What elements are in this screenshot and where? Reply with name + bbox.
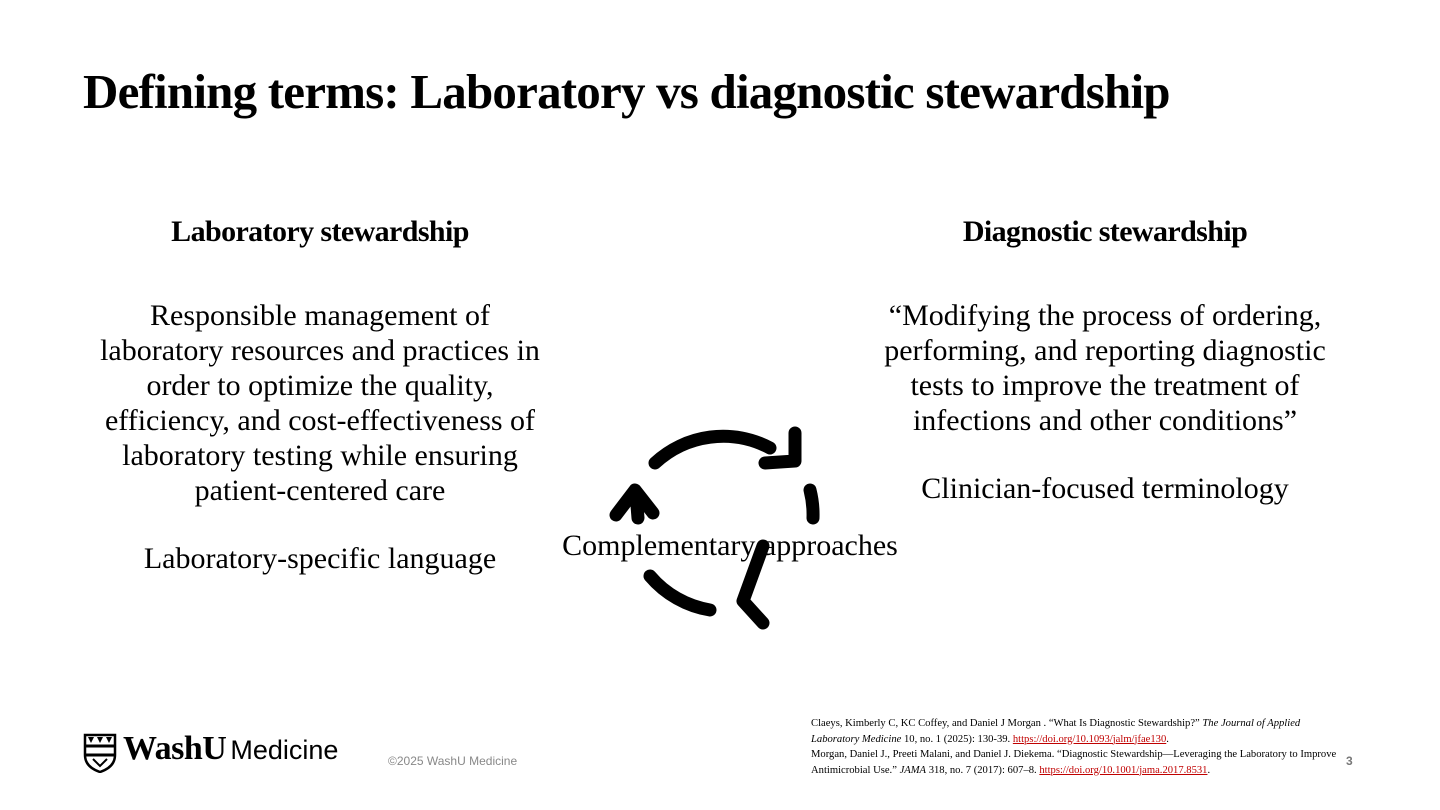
slide-title: Defining terms: Laboratory vs diagnostic stewardship: [83, 64, 1170, 119]
definition-line: laboratory resources and practices in: [100, 334, 540, 367]
definition-line: “Modifying the process of ordering,: [888, 299, 1322, 332]
arrow-bottom-arc: [650, 576, 710, 610]
diagnostic-stewardship-definition: [850, 298, 1360, 438]
shield-crest-icon: [83, 733, 117, 773]
clinician-terminology-note: Clinician-focused terminology: [921, 472, 1289, 505]
journal-title: The Journal of Applied Laboratory Medicine: [811, 718, 1301, 745]
doi-link[interactable]: https://doi.org/10.1001/jama.2017.8531: [1039, 764, 1208, 776]
definition-line: order to optimize the quality,: [146, 369, 494, 402]
logo-wordmark: WashU: [123, 730, 227, 767]
reference-item: Morgan, Daniel J., Preeti Malani, and Daniel J. Diekema. “Diagnostic Stewardship—Leveraging the Laboratory to Improve Antimicrobial Use.” JAMA 318, no. 7 (2017): 607–8. https://doi.org/10.1001/jama.2017.8531.: [811, 749, 1337, 776]
definition-line: tests to improve the treatment of: [910, 369, 1300, 402]
definition-line: laboratory testing while ensuring: [122, 439, 518, 472]
laboratory-stewardship-heading: Laboratory stewardship: [171, 215, 469, 248]
references: [811, 716, 1341, 778]
arrow-left-arc: [636, 493, 638, 518]
arrow-right-arc: [810, 490, 813, 518]
washu-medicine-logo: [83, 730, 373, 773]
definition-line: performing, and reporting diagnostic: [884, 334, 1326, 367]
laboratory-language-note: Laboratory-specific language: [143, 542, 497, 575]
reference-item: Claeys, Kimberly C, KC Coffey, and Daniel J Morgan . “What Is Diagnostic Stewardship?” The Journal of Applied Laboratory Medicine 10, no. 1 (2025): 130-39. https://doi.org/10.1093/jalm/jfae130.: [811, 718, 1301, 745]
definition-line: patient-centered care: [194, 474, 446, 507]
cycle-arrows-icon: [605, 418, 831, 634]
doi-link[interactable]: https://doi.org/10.1093/jalm/jfae130: [1012, 733, 1167, 745]
logo-subtitle: Medicine: [230, 735, 339, 765]
laboratory-stewardship-definition: [70, 298, 570, 508]
arrow-top-arc: [655, 436, 770, 463]
definition-line: infections and other conditions”: [912, 404, 1298, 437]
definition-line: Responsible management of: [150, 299, 490, 332]
page-number: 3: [1346, 754, 1353, 768]
diagnostic-stewardship-heading: Diagnostic stewardship: [962, 215, 1248, 248]
journal-title: JAMA: [899, 764, 927, 776]
complementary-approaches-label: Complementary approaches: [562, 529, 898, 562]
copyright-notice: ©2025 WashU Medicine: [388, 754, 518, 768]
definition-line: efficiency, and cost-effectiveness of: [104, 404, 536, 437]
